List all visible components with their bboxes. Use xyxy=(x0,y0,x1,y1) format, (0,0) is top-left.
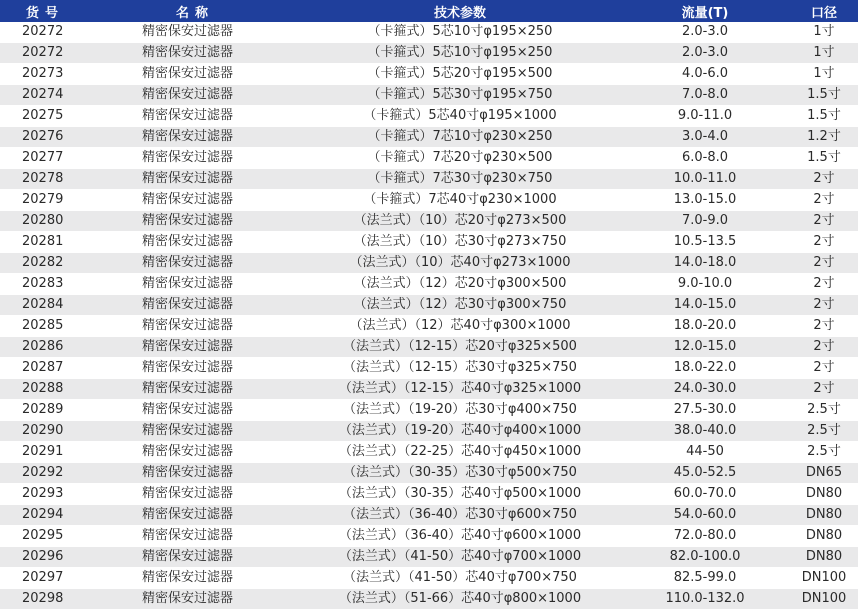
table-row xyxy=(0,43,858,64)
table-row xyxy=(0,232,858,253)
cell-code: 20284 xyxy=(0,295,90,316)
cell-port: 2寸 xyxy=(790,337,858,358)
cell-spec: （法兰式）（36-40）芯30寸φ600×750 xyxy=(300,505,620,526)
cell-spec: （法兰式）（41-50）芯40寸φ700×1000 xyxy=(300,547,620,568)
cell-spec: （卡箍式）7芯30寸φ230×750 xyxy=(300,169,620,190)
header-row xyxy=(0,0,858,22)
cell-port: DN80 xyxy=(790,526,858,547)
cell-code: 20294 xyxy=(0,505,90,526)
cell-flow: 44-50 xyxy=(620,442,790,463)
cell-port: 1.5寸 xyxy=(790,106,858,127)
table-row xyxy=(0,568,858,589)
table-row xyxy=(0,421,858,442)
cell-code: 20282 xyxy=(0,253,90,274)
header-code: 货号 xyxy=(0,0,90,22)
cell-name: 精密保安过滤器 xyxy=(90,463,300,484)
cell-flow: 82.0-100.0 xyxy=(620,547,790,568)
cell-port: 2寸 xyxy=(790,316,858,337)
cell-name: 精密保安过滤器 xyxy=(90,358,300,379)
cell-spec: （卡箍式）7芯10寸φ230×250 xyxy=(300,127,620,148)
cell-port: DN100 xyxy=(790,568,858,589)
cell-name: 精密保安过滤器 xyxy=(90,148,300,169)
cell-port: 2.5寸 xyxy=(790,421,858,442)
table-row xyxy=(0,106,858,127)
cell-name: 精密保安过滤器 xyxy=(90,526,300,547)
cell-spec: （法兰式）（12）芯30寸φ300×750 xyxy=(300,295,620,316)
cell-code: 20274 xyxy=(0,85,90,106)
cell-spec: （法兰式）（36-40）芯40寸φ600×1000 xyxy=(300,526,620,547)
cell-port: 2.5寸 xyxy=(790,442,858,463)
table-row xyxy=(0,547,858,568)
cell-name: 精密保安过滤器 xyxy=(90,232,300,253)
cell-spec: （卡箍式）5芯10寸φ195×250 xyxy=(300,22,620,43)
cell-port: DN80 xyxy=(790,547,858,568)
cell-flow: 45.0-52.5 xyxy=(620,463,790,484)
cell-code: 20273 xyxy=(0,64,90,85)
cell-name: 精密保安过滤器 xyxy=(90,253,300,274)
cell-spec: （法兰式）（10）芯20寸φ273×500 xyxy=(300,211,620,232)
header-port: 口径 xyxy=(790,0,858,22)
cell-port: 2寸 xyxy=(790,295,858,316)
cell-flow: 9.0-11.0 xyxy=(620,106,790,127)
table-row xyxy=(0,148,858,169)
cell-port: 1寸 xyxy=(790,22,858,43)
cell-name: 精密保安过滤器 xyxy=(90,505,300,526)
cell-spec: （卡箍式）7芯40寸φ230×1000 xyxy=(300,190,620,211)
cell-spec: （法兰式）（30-35）芯30寸φ500×750 xyxy=(300,463,620,484)
cell-spec: （法兰式）（51-66）芯40寸φ800×1000 xyxy=(300,589,620,610)
cell-flow: 7.0-9.0 xyxy=(620,211,790,232)
cell-name: 精密保安过滤器 xyxy=(90,400,300,421)
cell-flow: 10.0-11.0 xyxy=(620,169,790,190)
table-row xyxy=(0,295,858,316)
cell-port: 2寸 xyxy=(790,190,858,211)
cell-name: 精密保安过滤器 xyxy=(90,64,300,85)
cell-port: 1.5寸 xyxy=(790,148,858,169)
cell-port: 1寸 xyxy=(790,64,858,85)
cell-port: 2寸 xyxy=(790,211,858,232)
table-row xyxy=(0,127,858,148)
cell-port: 2寸 xyxy=(790,169,858,190)
table-row xyxy=(0,274,858,295)
cell-flow: 72.0-80.0 xyxy=(620,526,790,547)
cell-code: 20286 xyxy=(0,337,90,358)
cell-port: 1寸 xyxy=(790,43,858,64)
table-row xyxy=(0,379,858,400)
cell-port: 2寸 xyxy=(790,274,858,295)
cell-name: 精密保安过滤器 xyxy=(90,316,300,337)
cell-flow: 18.0-22.0 xyxy=(620,358,790,379)
cell-spec: （卡箍式）5芯30寸φ195×750 xyxy=(300,85,620,106)
cell-name: 精密保安过滤器 xyxy=(90,295,300,316)
cell-name: 精密保安过滤器 xyxy=(90,379,300,400)
cell-port: 2寸 xyxy=(790,253,858,274)
cell-flow: 2.0-3.0 xyxy=(620,22,790,43)
cell-flow: 7.0-8.0 xyxy=(620,85,790,106)
cell-port: 2寸 xyxy=(790,358,858,379)
cell-code: 20272 xyxy=(0,22,90,43)
cell-spec: （法兰式）（30-35）芯40寸φ500×1000 xyxy=(300,484,620,505)
cell-flow: 24.0-30.0 xyxy=(620,379,790,400)
table-row xyxy=(0,22,858,43)
cell-spec: （法兰式）（41-50）芯40寸φ700×750 xyxy=(300,568,620,589)
cell-port: DN65 xyxy=(790,463,858,484)
cell-flow: 10.5-13.5 xyxy=(620,232,790,253)
cell-name: 精密保安过滤器 xyxy=(90,421,300,442)
cell-port: 1.5寸 xyxy=(790,85,858,106)
cell-flow: 9.0-10.0 xyxy=(620,274,790,295)
cell-port: DN80 xyxy=(790,484,858,505)
cell-name: 精密保安过滤器 xyxy=(90,568,300,589)
cell-flow: 54.0-60.0 xyxy=(620,505,790,526)
cell-name: 精密保安过滤器 xyxy=(90,547,300,568)
cell-name: 精密保安过滤器 xyxy=(90,484,300,505)
cell-flow: 6.0-8.0 xyxy=(620,148,790,169)
cell-code: 20279 xyxy=(0,190,90,211)
cell-flow: 60.0-70.0 xyxy=(620,484,790,505)
cell-port: DN100 xyxy=(790,589,858,610)
table-row xyxy=(0,526,858,547)
cell-port: DN80 xyxy=(790,505,858,526)
cell-spec: （法兰式）（12-15）芯30寸φ325×750 xyxy=(300,358,620,379)
cell-code: 20296 xyxy=(0,547,90,568)
cell-flow: 18.0-20.0 xyxy=(620,316,790,337)
cell-flow: 3.0-4.0 xyxy=(620,127,790,148)
cell-code: 20295 xyxy=(0,526,90,547)
table-body xyxy=(0,22,858,610)
cell-port: 2.5寸 xyxy=(790,400,858,421)
cell-spec: （卡箍式）7芯20寸φ230×500 xyxy=(300,148,620,169)
cell-code: 20275 xyxy=(0,106,90,127)
table-row xyxy=(0,85,858,106)
cell-spec: （法兰式）（10）芯40寸φ273×1000 xyxy=(300,253,620,274)
cell-code: 20277 xyxy=(0,148,90,169)
table-row xyxy=(0,211,858,232)
cell-flow: 13.0-15.0 xyxy=(620,190,790,211)
cell-flow: 27.5-30.0 xyxy=(620,400,790,421)
cell-code: 20283 xyxy=(0,274,90,295)
table-row xyxy=(0,484,858,505)
table-row xyxy=(0,505,858,526)
cell-name: 精密保安过滤器 xyxy=(90,169,300,190)
table-row xyxy=(0,589,858,610)
cell-code: 20278 xyxy=(0,169,90,190)
cell-port: 1.2寸 xyxy=(790,127,858,148)
cell-flow: 4.0-6.0 xyxy=(620,64,790,85)
cell-code: 20290 xyxy=(0,421,90,442)
cell-code: 20287 xyxy=(0,358,90,379)
cell-name: 精密保安过滤器 xyxy=(90,22,300,43)
header-name: 名称 xyxy=(90,0,300,22)
cell-code: 20272 xyxy=(0,43,90,64)
cell-spec: （法兰式）（19-20）芯40寸φ400×1000 xyxy=(300,421,620,442)
cell-name: 精密保安过滤器 xyxy=(90,43,300,64)
cell-flow: 82.5-99.0 xyxy=(620,568,790,589)
cell-code: 20281 xyxy=(0,232,90,253)
cell-name: 精密保安过滤器 xyxy=(90,85,300,106)
cell-code: 20291 xyxy=(0,442,90,463)
cell-spec: （法兰式）（12-15）芯40寸φ325×1000 xyxy=(300,379,620,400)
cell-code: 20292 xyxy=(0,463,90,484)
cell-name: 精密保安过滤器 xyxy=(90,106,300,127)
cell-name: 精密保安过滤器 xyxy=(90,274,300,295)
table-row xyxy=(0,64,858,85)
table-row xyxy=(0,337,858,358)
cell-spec: （卡箍式）5芯40寸φ195×1000 xyxy=(300,106,620,127)
cell-name: 精密保安过滤器 xyxy=(90,211,300,232)
cell-name: 精密保安过滤器 xyxy=(90,127,300,148)
cell-spec: （卡箍式）5芯10寸φ195×250 xyxy=(300,43,620,64)
cell-code: 20276 xyxy=(0,127,90,148)
table-header xyxy=(0,0,858,22)
cell-port: 2寸 xyxy=(790,232,858,253)
cell-flow: 110.0-132.0 xyxy=(620,589,790,610)
cell-code: 20289 xyxy=(0,400,90,421)
cell-code: 20280 xyxy=(0,211,90,232)
table-row xyxy=(0,169,858,190)
cell-spec: （法兰式）（12）芯40寸φ300×1000 xyxy=(300,316,620,337)
table-row xyxy=(0,190,858,211)
cell-spec: （法兰式）（22-25）芯40寸φ450×1000 xyxy=(300,442,620,463)
table-row xyxy=(0,316,858,337)
cell-code: 20285 xyxy=(0,316,90,337)
cell-name: 精密保安过滤器 xyxy=(90,337,300,358)
cell-spec: （卡箍式）5芯20寸φ195×500 xyxy=(300,64,620,85)
table-row xyxy=(0,463,858,484)
header-spec: 技术参数 xyxy=(300,0,620,22)
cell-code: 20298 xyxy=(0,589,90,610)
table-row xyxy=(0,400,858,421)
header-flow: 流量(T) xyxy=(620,0,790,22)
cell-code: 20293 xyxy=(0,484,90,505)
cell-port: 2寸 xyxy=(790,379,858,400)
cell-flow: 14.0-18.0 xyxy=(620,253,790,274)
table-row xyxy=(0,253,858,274)
cell-code: 20297 xyxy=(0,568,90,589)
cell-flow: 12.0-15.0 xyxy=(620,337,790,358)
cell-flow: 38.0-40.0 xyxy=(620,421,790,442)
cell-flow: 14.0-15.0 xyxy=(620,295,790,316)
cell-spec: （法兰式）（12-15）芯20寸φ325×500 xyxy=(300,337,620,358)
cell-spec: （法兰式）（10）芯30寸φ273×750 xyxy=(300,232,620,253)
cell-spec: （法兰式）（12）芯20寸φ300×500 xyxy=(300,274,620,295)
table-row xyxy=(0,442,858,463)
cell-name: 精密保安过滤器 xyxy=(90,442,300,463)
cell-name: 精密保安过滤器 xyxy=(90,190,300,211)
cell-spec: （法兰式）（19-20）芯30寸φ400×750 xyxy=(300,400,620,421)
cell-name: 精密保安过滤器 xyxy=(90,589,300,610)
table-row xyxy=(0,358,858,379)
cell-code: 20288 xyxy=(0,379,90,400)
cell-flow: 2.0-3.0 xyxy=(620,43,790,64)
